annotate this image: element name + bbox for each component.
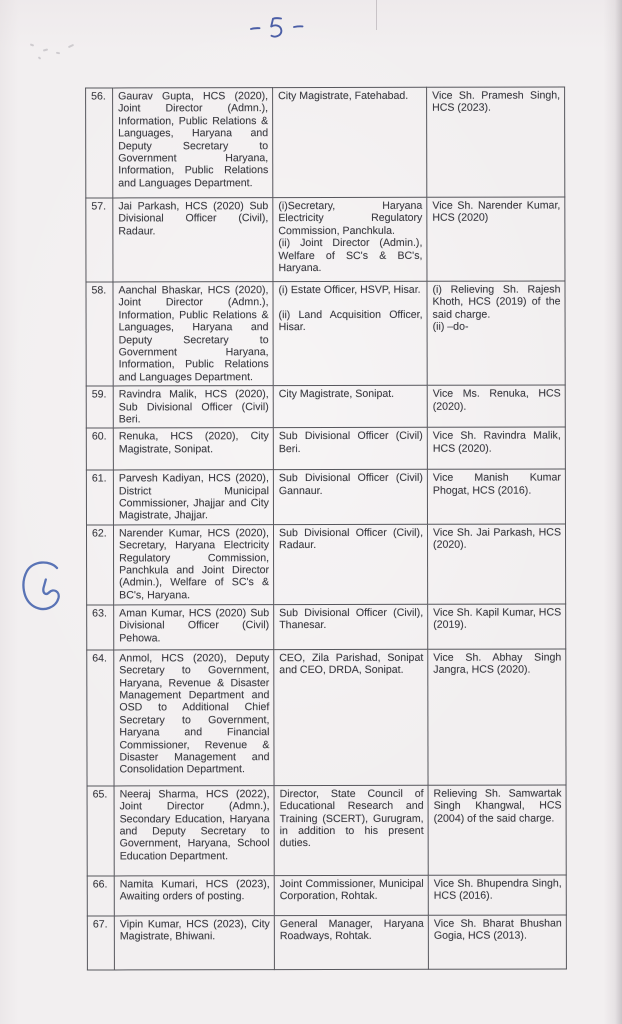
cell-officer-details: Aman Kumar, HCS (2020) Sub Divisional Officer (Civil) Pehowa. bbox=[114, 604, 274, 649]
pencil-scribble-mark bbox=[43, 48, 48, 51]
cell-vice: Vice Sh. Kapil Kumar, HCS (2019). bbox=[428, 604, 566, 649]
cell-new-posting: City Magistrate, Sonipat. bbox=[273, 385, 427, 427]
cell-new-posting: (i)Secretary, Haryana Electricity Regulatory Commission, Panchkula. (ii) Joint Director (Admin.), Welfare of SC's & BC's, Haryana. bbox=[273, 197, 427, 281]
cell-serial-no: 62. bbox=[86, 525, 113, 605]
table-row bbox=[87, 915, 566, 970]
page-number-ink bbox=[246, 14, 310, 42]
cell-vice: Vice Sh. Abhay Singh Jangra, HCS (2020). bbox=[428, 649, 566, 785]
transfer-table-container bbox=[85, 86, 567, 970]
cell-new-posting: CEO, Zila Parishad, Sonipat and CEO, DRDA, Sonipat. bbox=[274, 649, 428, 785]
cell-serial-no: 60. bbox=[86, 428, 113, 470]
cell-vice: Relieving Sh. Samwartak Singh Khangwal, HCS (2004) of the said charge. bbox=[428, 785, 566, 875]
page-edge-shadow bbox=[615, 0, 622, 1024]
handwritten-page-number bbox=[246, 14, 310, 42]
cell-officer-details: Gaurav Gupta, HCS (2020), Joint Director (Admn.), Information, Public Relations & Languages, Haryana and Deputy Secretary to Government Haryana, Information, Public Relations and Languages Department. bbox=[113, 88, 273, 198]
cell-new-posting: General Manager, Haryana Roadways, Rohtak. bbox=[274, 915, 428, 969]
cell-vice: Vice Sh. Pramesh Singh, HCS (2023). bbox=[427, 87, 565, 197]
cell-vice: (i) Relieving Sh. Rajesh Khoth, HCS (2019) of the said charge. (ii) –do- bbox=[427, 281, 565, 385]
cell-serial-no: 64. bbox=[87, 650, 114, 786]
table-row bbox=[86, 87, 565, 198]
table-row bbox=[87, 649, 566, 786]
cell-new-posting: Sub Divisional Officer (Civil) Gannaur. bbox=[273, 470, 427, 525]
cell-officer-details: Narender Kumar, HCS (2020), Secretary, Haryana Electricity Regulatory Commission, Panchkula and Joint Director (Admin.), Welfare of SC's & BC's, Haryana. bbox=[113, 524, 273, 604]
cell-officer-details: Namita Kumari, HCS (2023), Awaiting orders of posting. bbox=[114, 875, 274, 915]
pencil-scribble-mark bbox=[68, 44, 74, 48]
cell-vice: Vice Ms. Renuka, HCS (2020). bbox=[427, 385, 565, 427]
cell-officer-details: Aanchal Bhaskar, HCS (2020), Joint Director (Admn.), Information, Public Relations & Languages, Haryana and Deputy Secretary to Government Haryana, Information, Public Relations and Languages Department. bbox=[113, 282, 273, 386]
table-row bbox=[86, 469, 565, 525]
table-row bbox=[87, 875, 566, 916]
table-row bbox=[86, 281, 565, 386]
paper-fold-line bbox=[376, 0, 377, 30]
pencil-scribble-mark bbox=[30, 43, 34, 46]
cell-officer-details: Renuka, HCS (2020), City Magistrate, Sonipat. bbox=[113, 428, 273, 470]
pencil-scribble-mark bbox=[38, 56, 42, 59]
table-row bbox=[86, 385, 565, 428]
cell-vice: Vice Sh. Ravindra Malik, HCS (2020). bbox=[427, 427, 565, 469]
handwritten-circle-mark bbox=[18, 558, 68, 616]
table-row bbox=[87, 604, 566, 650]
cell-new-posting: Sub Divisional Officer (Civil), Thanesar. bbox=[274, 604, 428, 649]
cell-serial-no: 56. bbox=[86, 88, 113, 198]
cell-serial-no: 59. bbox=[86, 386, 113, 428]
cell-new-posting: Joint Commissioner, Municipal Corporation, Rohtak. bbox=[274, 875, 428, 915]
cell-officer-details: Vipin Kumar, HCS (2023), City Magistrate, Bhiwani. bbox=[114, 915, 274, 969]
circle-mark-ink bbox=[18, 558, 68, 616]
pencil-scribble-mark bbox=[56, 52, 60, 55]
cell-new-posting: City Magistrate, Fatehabad. bbox=[273, 87, 427, 197]
cell-serial-no: 58. bbox=[86, 282, 113, 386]
cell-serial-no: 65. bbox=[87, 786, 114, 876]
cell-serial-no: 61. bbox=[86, 470, 113, 525]
cell-officer-details: Anmol, HCS (2020), Deputy Secretary to Government, Haryana, Revenue & Disaster Management Department and OSD to Additional Chief Secretary to Government, Haryana and Financial Commissioner, Revenue & Disaster Management and Consolidation Department. bbox=[114, 649, 274, 785]
cell-officer-details: Neeraj Sharma, HCS (2022), Joint Director (Admn.), Secondary Education, Haryana and Deputy Secretary to Government, Haryana, School Education Department. bbox=[114, 785, 274, 875]
table-row bbox=[86, 524, 565, 605]
cell-officer-details: Jai Parkash, HCS (2020) Sub Divisional Officer (Civil), Radaur. bbox=[113, 198, 273, 282]
transfer-orders-table bbox=[85, 86, 567, 970]
cell-new-posting: (i) Estate Officer, HSVP, Hisar. (ii) Land Acquisition Officer, Hisar. bbox=[273, 281, 427, 385]
cell-serial-no: 63. bbox=[87, 605, 114, 650]
cell-vice: Vice Sh. Narender Kumar, HCS (2020) bbox=[427, 197, 565, 281]
cell-new-posting: Director, State Council of Educational Research and Training (SCERT), Gurugram, in addition to his present duties. bbox=[274, 785, 428, 875]
cell-officer-details: Ravindra Malik, HCS (2020), Sub Divisional Officer (Civil) Beri. bbox=[113, 386, 273, 429]
cell-new-posting: Sub Divisional Officer (Civil) Beri. bbox=[273, 428, 427, 470]
table-row bbox=[86, 197, 565, 282]
table-row bbox=[86, 427, 565, 470]
cell-serial-no: 57. bbox=[86, 198, 113, 282]
cell-vice: Vice Sh. Jai Parkash, HCS (2020). bbox=[427, 524, 565, 604]
cell-vice: Vice Manish Kumar Phogat, HCS (2016). bbox=[427, 469, 565, 524]
cell-officer-details: Parvesh Kadiyan, HCS (2020), District Municipal Commissioner, Jhajjar and City Magistrate, Jhajjar. bbox=[113, 470, 273, 525]
cell-serial-no: 66. bbox=[87, 876, 114, 916]
table-row bbox=[87, 785, 566, 876]
cell-vice: Vice Sh. Bhupendra Singh, HCS (2016). bbox=[428, 875, 566, 915]
cell-vice: Vice Sh. Bharat Bhushan Gogia, HCS (2013). bbox=[428, 915, 566, 969]
cell-new-posting: Sub Divisional Officer (Civil), Radaur. bbox=[273, 524, 427, 604]
cell-serial-no: 67. bbox=[87, 916, 114, 970]
